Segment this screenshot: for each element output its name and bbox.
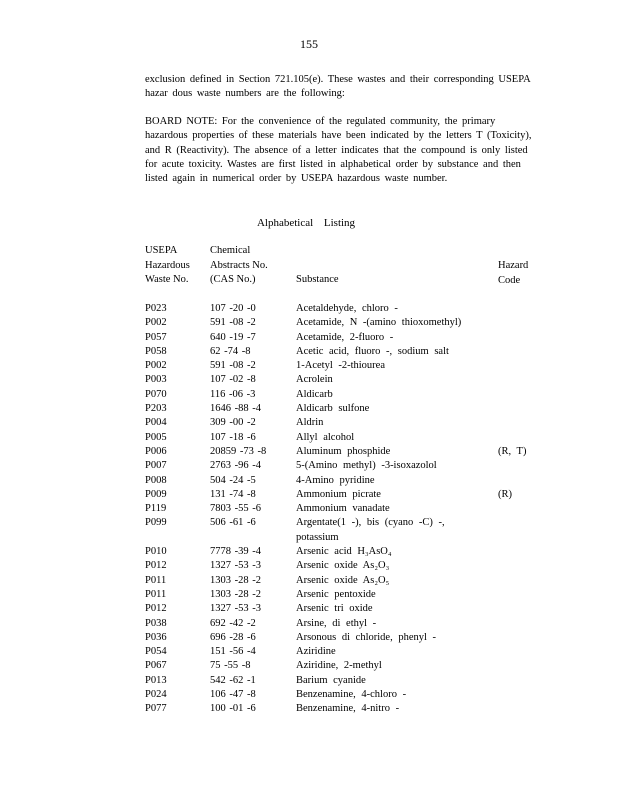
cas-number: 640 -19 -7: [210, 331, 256, 343]
substance-name: Aldicarb: [296, 388, 333, 400]
waste-number: P054: [145, 646, 167, 658]
waste-number: P067: [145, 660, 167, 672]
substance-name: Ammonium picrate: [296, 488, 381, 500]
waste-number: P003: [145, 374, 167, 386]
table-row: [0, 545, 618, 559]
substance-name: Arsenic pentoxide: [296, 588, 376, 600]
cas-number: 20859 -73 -8: [210, 445, 267, 457]
substance-name: Barium cyanide: [296, 674, 366, 686]
substance-name: Acetaldehyde, chloro -: [296, 303, 398, 314]
intro-paragraph: exclusion defined in Section 721.105(e). These wastes and their corresponding USEPA hazar dous waste numbers are the following:: [145, 74, 531, 100]
table-row: [0, 574, 618, 588]
cas-number: 107 -20 -0: [210, 303, 256, 314]
substance-name: Arsine, di ethyl -: [296, 617, 377, 629]
waste-number: P099: [145, 517, 167, 529]
waste-number: P203: [145, 403, 167, 415]
waste-number: P008: [145, 474, 167, 486]
substance-name: Acrolein: [296, 374, 333, 386]
table-row: [0, 488, 618, 502]
cas-number: 100 -01 -6: [210, 703, 256, 715]
table-row: [0, 502, 618, 516]
cas-number: 106 -47 -8: [210, 689, 256, 701]
cas-number: 591 -08 -2: [210, 317, 256, 329]
cas-number: 107 -02 -8: [210, 374, 256, 386]
substance-name: Acetamide, 2-fluoro -: [296, 331, 394, 343]
table-row: [0, 431, 618, 445]
waste-number: P004: [145, 417, 167, 429]
substance-name: 5-(Amino methyl) -3-isoxazolol: [296, 460, 437, 472]
substance-name: Arsenic oxide As₂O₅: [296, 574, 390, 586]
waste-number: P002: [145, 317, 167, 329]
header-cas-no: [210, 244, 268, 288]
substance-name: Benzenamine, 4-chloro -: [296, 689, 407, 701]
waste-number: P002: [145, 360, 167, 372]
substance-name: Aldrin: [296, 417, 324, 429]
header-cas-line: (CAS No.): [210, 274, 256, 285]
waste-number: P005: [145, 431, 167, 443]
waste-number: P011: [145, 588, 167, 600]
waste-number: P070: [145, 388, 167, 400]
substance-name: Benzenamine, 4-nitro -: [296, 703, 400, 715]
hazard-code: (R, T): [498, 445, 527, 457]
hazard-code: (R): [498, 488, 512, 500]
waste-number: P023: [145, 303, 167, 314]
substance-name: 4-Amino pyridine: [296, 474, 375, 486]
header-hazard-line: Hazard: [498, 260, 529, 271]
table-row: [0, 617, 618, 631]
cas-number: 7778 -39 -4: [210, 546, 261, 558]
table-row: [0, 445, 618, 459]
substance-name: Aziridine: [296, 646, 336, 658]
waste-number: P007: [145, 460, 167, 472]
table-row: [0, 459, 618, 473]
cas-number: 7803 -55 -6: [210, 503, 261, 515]
cas-number: 1646 -88 -4: [210, 403, 261, 415]
substance-name: Arsonous di chloride, phenyl -: [296, 631, 437, 643]
header-usepa-line: USEPA: [145, 245, 178, 256]
substance-name: Arsenic acid H₃AsO₄: [296, 546, 392, 558]
waste-number: P011: [145, 574, 167, 586]
cas-number: 107 -18 -6: [210, 431, 256, 443]
table-row: [0, 559, 618, 573]
waste-number: P009: [145, 488, 167, 500]
header-cas-line: Abstracts No.: [210, 259, 268, 271]
header-hazard-code: [498, 259, 528, 288]
substance-name: Allyl alcohol: [296, 431, 355, 443]
cas-number: 116 -06 -3: [210, 388, 256, 400]
cas-number: 1327 -53 -3: [210, 560, 261, 572]
table-row: [0, 631, 618, 645]
table-row: [0, 331, 618, 345]
waste-number: P013: [145, 674, 167, 686]
table-row: [0, 702, 618, 716]
cas-number: 504 -24 -5: [210, 474, 256, 486]
cas-number: 1327 -53 -3: [210, 603, 261, 615]
waste-number: P024: [145, 689, 167, 701]
header-usepa-line: Waste No.: [145, 274, 189, 285]
cas-number: 62 -74 -8: [210, 345, 251, 357]
cas-number: 696 -28 -6: [210, 631, 256, 643]
table-row: [0, 602, 618, 616]
waste-number: P119: [145, 503, 167, 515]
board-note-paragraph: BOARD NOTE: For the convenience of the regulated community, the primary hazardous properties of these materials have been indicated by the letters T (Toxicity), and R (Reactivity). The absence of a letter indicates that the compound is only listed for acute toxicity. Wastes are first listed in alphabetical order by substance and then listed again in numerical order by USEPA hazardous waste number.: [145, 116, 532, 185]
substance-name: Arsenic oxide As₂O₃: [296, 560, 390, 572]
header-cas-line: Chemical: [210, 245, 251, 256]
cas-number: 591 -08 -2: [210, 360, 256, 372]
header-usepa-waste-no: [145, 244, 190, 288]
header-hazard-line: Code: [498, 274, 521, 286]
waste-number: P010: [145, 546, 167, 558]
header-usepa-line: Hazardous: [145, 259, 190, 271]
cas-number: 1303 -28 -2: [210, 574, 261, 586]
table-row: [0, 302, 618, 316]
table-row: [0, 474, 618, 488]
cas-number: 151 -56 -4: [210, 646, 256, 658]
substance-name: Arsenic tri oxide: [296, 603, 373, 615]
substance-name: Aldicarb sulfone: [296, 403, 370, 415]
waste-number: P077: [145, 703, 167, 715]
waste-listing-table: [0, 302, 618, 717]
cas-number: 75 -55 -8: [210, 660, 251, 672]
table-row: [0, 388, 618, 402]
cas-number: 506 -61 -6: [210, 517, 256, 529]
cas-number: 131 -74 -8: [210, 488, 256, 500]
table-row: [0, 373, 618, 387]
cas-number: 309 -00 -2: [210, 417, 256, 429]
waste-number: P036: [145, 631, 167, 643]
substance-name: Ammonium vanadate: [296, 503, 390, 515]
table-row: [0, 688, 618, 702]
waste-number: P006: [145, 445, 167, 457]
cas-number: 542 -62 -1: [210, 674, 256, 686]
substance-name: Aluminum phosphide: [296, 445, 391, 457]
table-row: [0, 416, 618, 430]
cas-number: 2763 -96 -4: [210, 460, 261, 472]
substance-name: Aziridine, 2-methyl: [296, 660, 382, 672]
table-row: [0, 659, 618, 673]
cas-number: 1303 -28 -2: [210, 588, 261, 600]
waste-number: P012: [145, 560, 167, 572]
table-row: [0, 402, 618, 416]
table-row: [0, 588, 618, 602]
table-row: [0, 316, 618, 330]
header-substance: Substance: [296, 274, 339, 285]
substance-name: Acetic acid, fluoro -, sodium salt: [296, 345, 449, 357]
listing-title: Alphabetical Listing: [256, 217, 356, 229]
table-row: [0, 345, 618, 359]
cas-number: 692 -42 -2: [210, 617, 256, 629]
table-row: [0, 645, 618, 659]
waste-number: P057: [145, 331, 167, 343]
substance-name: Argentate(1 -), bis (cyano -C) -, potassium: [296, 517, 445, 543]
table-row: [0, 359, 618, 373]
substance-name: Acetamide, N -(amino thioxomethyl): [296, 317, 462, 329]
table-row: [0, 674, 618, 688]
table-row: [0, 516, 618, 545]
waste-number: P012: [145, 603, 167, 615]
waste-number: P038: [145, 617, 167, 629]
page-number: 155: [300, 37, 318, 51]
substance-name: 1-Acetyl -2-thiourea: [296, 360, 386, 372]
waste-number: P058: [145, 345, 167, 357]
